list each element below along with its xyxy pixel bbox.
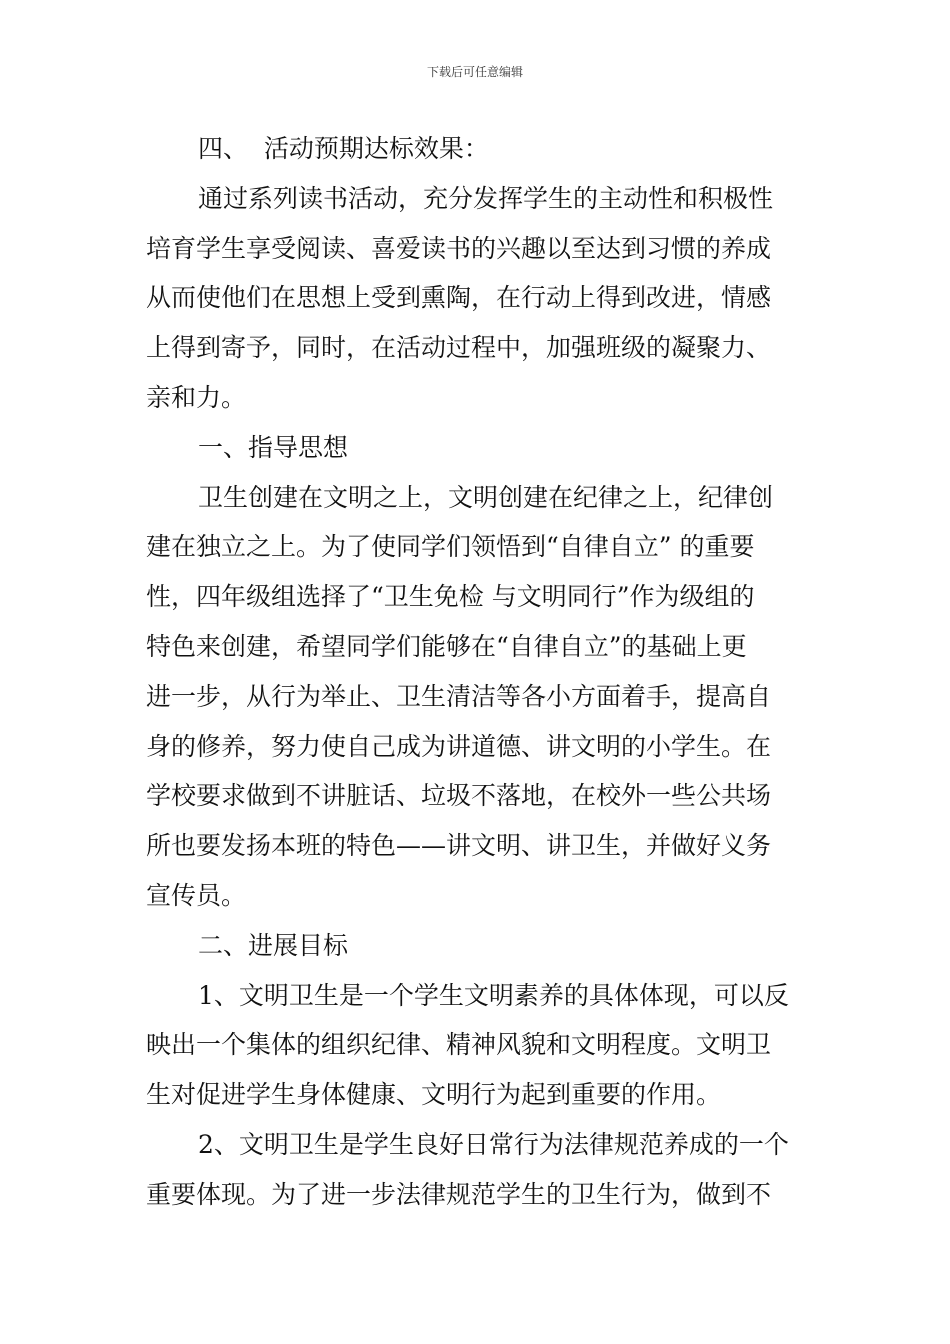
paragraph-line: 宣传员。 (146, 880, 247, 910)
paragraph-line: 性，四年级组选择了“卫生免检 与文明同行”作为级组的 (146, 582, 755, 612)
paragraph-line: 从而使他们在思想上受到熏陶，在行动上得到改进，情感 (146, 283, 772, 313)
paragraph-line: 身的修养，努力使自己成为讲道德、讲文明的小学生。在 (146, 731, 772, 761)
document-body (146, 124, 810, 1220)
paragraph-line: 映出一个集体的组织纪律、精神风貌和文明程度。文明卫 (146, 1030, 772, 1060)
paragraph-line: 所也要发扬本班的特色——讲文明、讲卫生，并做好义务 (146, 831, 772, 861)
paragraph-line: 培育学生享受阅读、喜爱读书的兴趣以至达到习惯的养成 (146, 233, 772, 263)
paragraph-line: 特色来创建，希望同学们能够在“自律自立”的基础上更 (146, 631, 747, 661)
paragraph-line: 2、文明卫生是学生良好日常行为法律规范养成的一个 (198, 1129, 789, 1159)
paragraph-line: 1、文明卫生是一个学生文明素养的具体体现，可以反 (198, 980, 789, 1010)
section-heading-goals: 二、进展目标 (198, 930, 349, 960)
paragraph-line: 卫生创建在文明之上，文明创建在纪律之上，纪律创 (198, 482, 774, 512)
paragraph-line: 上得到寄予，同时，在活动过程中，加强班级的凝聚力、 (146, 333, 772, 363)
paragraph-line: 进一步，从行为举止、卫生清洁等各小方面着手，提高自 (146, 681, 772, 711)
paragraph-line: 通过系列读书活动，充分发挥学生的主动性和积极性 (198, 183, 774, 213)
paragraph-line: 生对促进学生身体健康、文明行为起到重要的作用。 (146, 1080, 722, 1110)
page-header-note: 下载后可任意编辑 (426, 65, 523, 79)
paragraph-line: 学校要求做到不讲脏话、垃圾不落地，在校外一些公共场 (146, 781, 772, 811)
paragraph-line: 重要体现。为了进一步法律规范学生的卫生行为，做到不 (146, 1179, 772, 1209)
section-heading-guiding-thought: 一、指导思想 (198, 432, 349, 462)
section-heading-expected-effects: 四、 活动预期达标效果： (198, 134, 489, 163)
paragraph-line: 建在独立之上。为了使同学们领悟到“自律自立” 的重要 (146, 532, 755, 562)
paragraph-line: 亲和力。 (146, 382, 247, 412)
